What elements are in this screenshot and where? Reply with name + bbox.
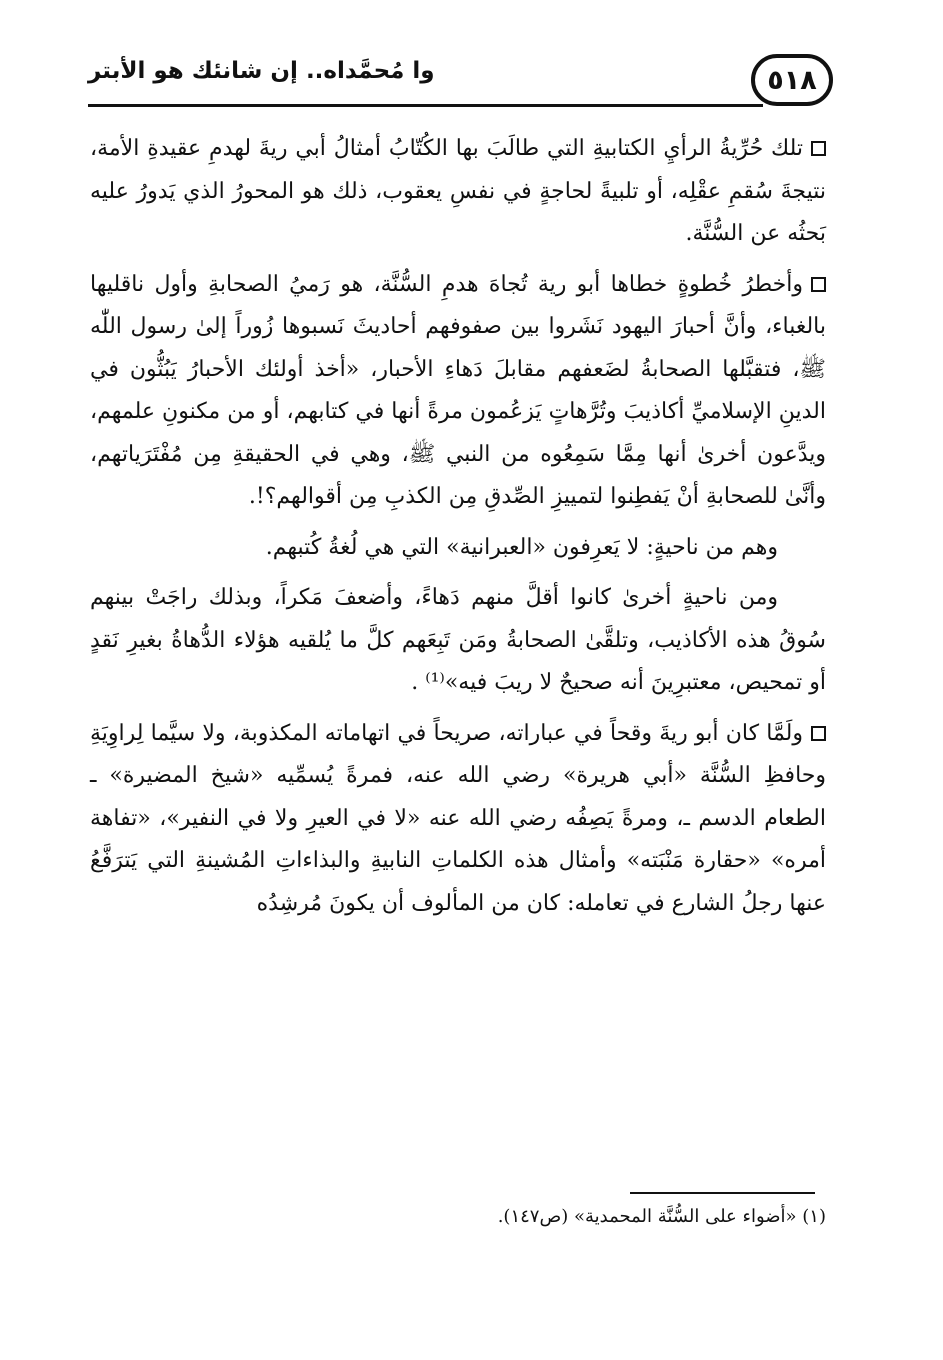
paragraph-5 xyxy=(90,713,826,926)
square-bullet-icon xyxy=(811,726,826,741)
paragraph-1 xyxy=(90,128,826,256)
square-bullet-icon xyxy=(811,277,826,292)
page-number: ٥١٨ xyxy=(751,54,833,106)
header-rule xyxy=(88,104,763,107)
paragraph-2 xyxy=(90,264,826,519)
footnote: (١) «أضواء على السُّنَّة المحمدية» (ص١٤٧). xyxy=(497,1206,826,1227)
running-title: وا مُحمَّداه.. إن شانئك هو الأبتر xyxy=(88,58,435,84)
body-text xyxy=(90,128,826,933)
footnote-rule xyxy=(630,1192,815,1194)
paragraph-text: وهم من ناحيةٍ: لا يَعرِفون «العبرانية» التي هي لُغةُ كُتبهم. xyxy=(265,534,778,560)
paragraph-text: تلك حُرِّيةُ الرأيِ الكتابيةِ التي طالَبَ بها الكُتّابُ أمثالُ أبي ريةَ لهدمِ عقيدةِ الأمة، نتيجةَ سُقمِ عقْلِه، أو تلبيةً لحاجةٍ في نفسِ يعقوب، ذلك هو المحورُ الذي يَدورُ عليه بَحثُه عن السُّنَّة. xyxy=(90,136,826,246)
paragraph-text: ومن ناحيةٍ أخرىٰ كانوا أقلَّ منهم دَهاءً، وأضعفَ مَكراً، وبذلك راجَتْ بينهم سُوقُ هذه الأكاذيب، وتلقَّىٰ الصحابةُ ومَن تَبِعَهم كلَّ ما يُلقيه هؤلاء الدُّهاةُ بغيرِ نَقدٍ أو تمحيص، معتبرِينَ أنه صحيحٌ لا ريبَ فيه»⁽¹⁾ . xyxy=(90,585,826,695)
paragraph-text: وأخطرُ خُطوةٍ خطاها أبو رية تُجاهَ هدمِ السُّنَّة، هو رَميُ الصحابةِ وأول ناقليها بالغباء، وأنَّ أحبارَ اليهود نَشَروا بين صفوفهم أحاديثَ نَسبوها زُوراً إلىٰ رسول اللّٰه ﷺ، فتقبَّلها الصحابةُ لضَعفهم مقابلَ دَهاءِ الأحبار، «أخذ أولئك الأحبارُ يَبُثُّون في الدينِ الإسلاميِّ أكاذيبَ وتُرَّهاتٍ يَزعُمون مرةً أنها في كتابهم، أو من مكنونِ علمهم، ويدَّعون أخرىٰ أنها مِمَّا سَمِعُوه من النبي ﷺ، وهي في الحقيقةِ مِن مُفْتَرَياتهم، وأنَّىٰ للصحابةِ أنْ يَفطِنوا لتمييزِ الصِّدقِ مِن الكذبِ مِن أقوالهم؟!. xyxy=(90,271,826,509)
page-header xyxy=(88,50,833,118)
paragraph-text: ولَمَّا كان أبو ريةَ وقحاً في عباراته، صريحاً في اتهاماته المكذوبة، ولا سيَّما لِراوِيَةِ وحافظِ السُّنَّة «أبي هريرة» رضي الله عنه، فمرةً يُسمِّيه «شيخ المضيرة» ـ الطعام الدسم ـ، ومرةً يَصِفُه رضي الله عنه «لا في العيرِ ولا في النفير»، «تفاهة أمره» «حقارة مَنْبَته» وأمثال هذه الكلماتِ النابيةِ والبذاءاتِ المُشينةِ التي يَترَفَّعُ عنها رجلُ الشارع في تعامله: كان من المألوف أن يكونَ مُرشِدُه xyxy=(90,720,826,916)
square-bullet-icon xyxy=(811,141,826,156)
paragraph-3 xyxy=(90,527,826,570)
paragraph-4 xyxy=(90,577,826,705)
